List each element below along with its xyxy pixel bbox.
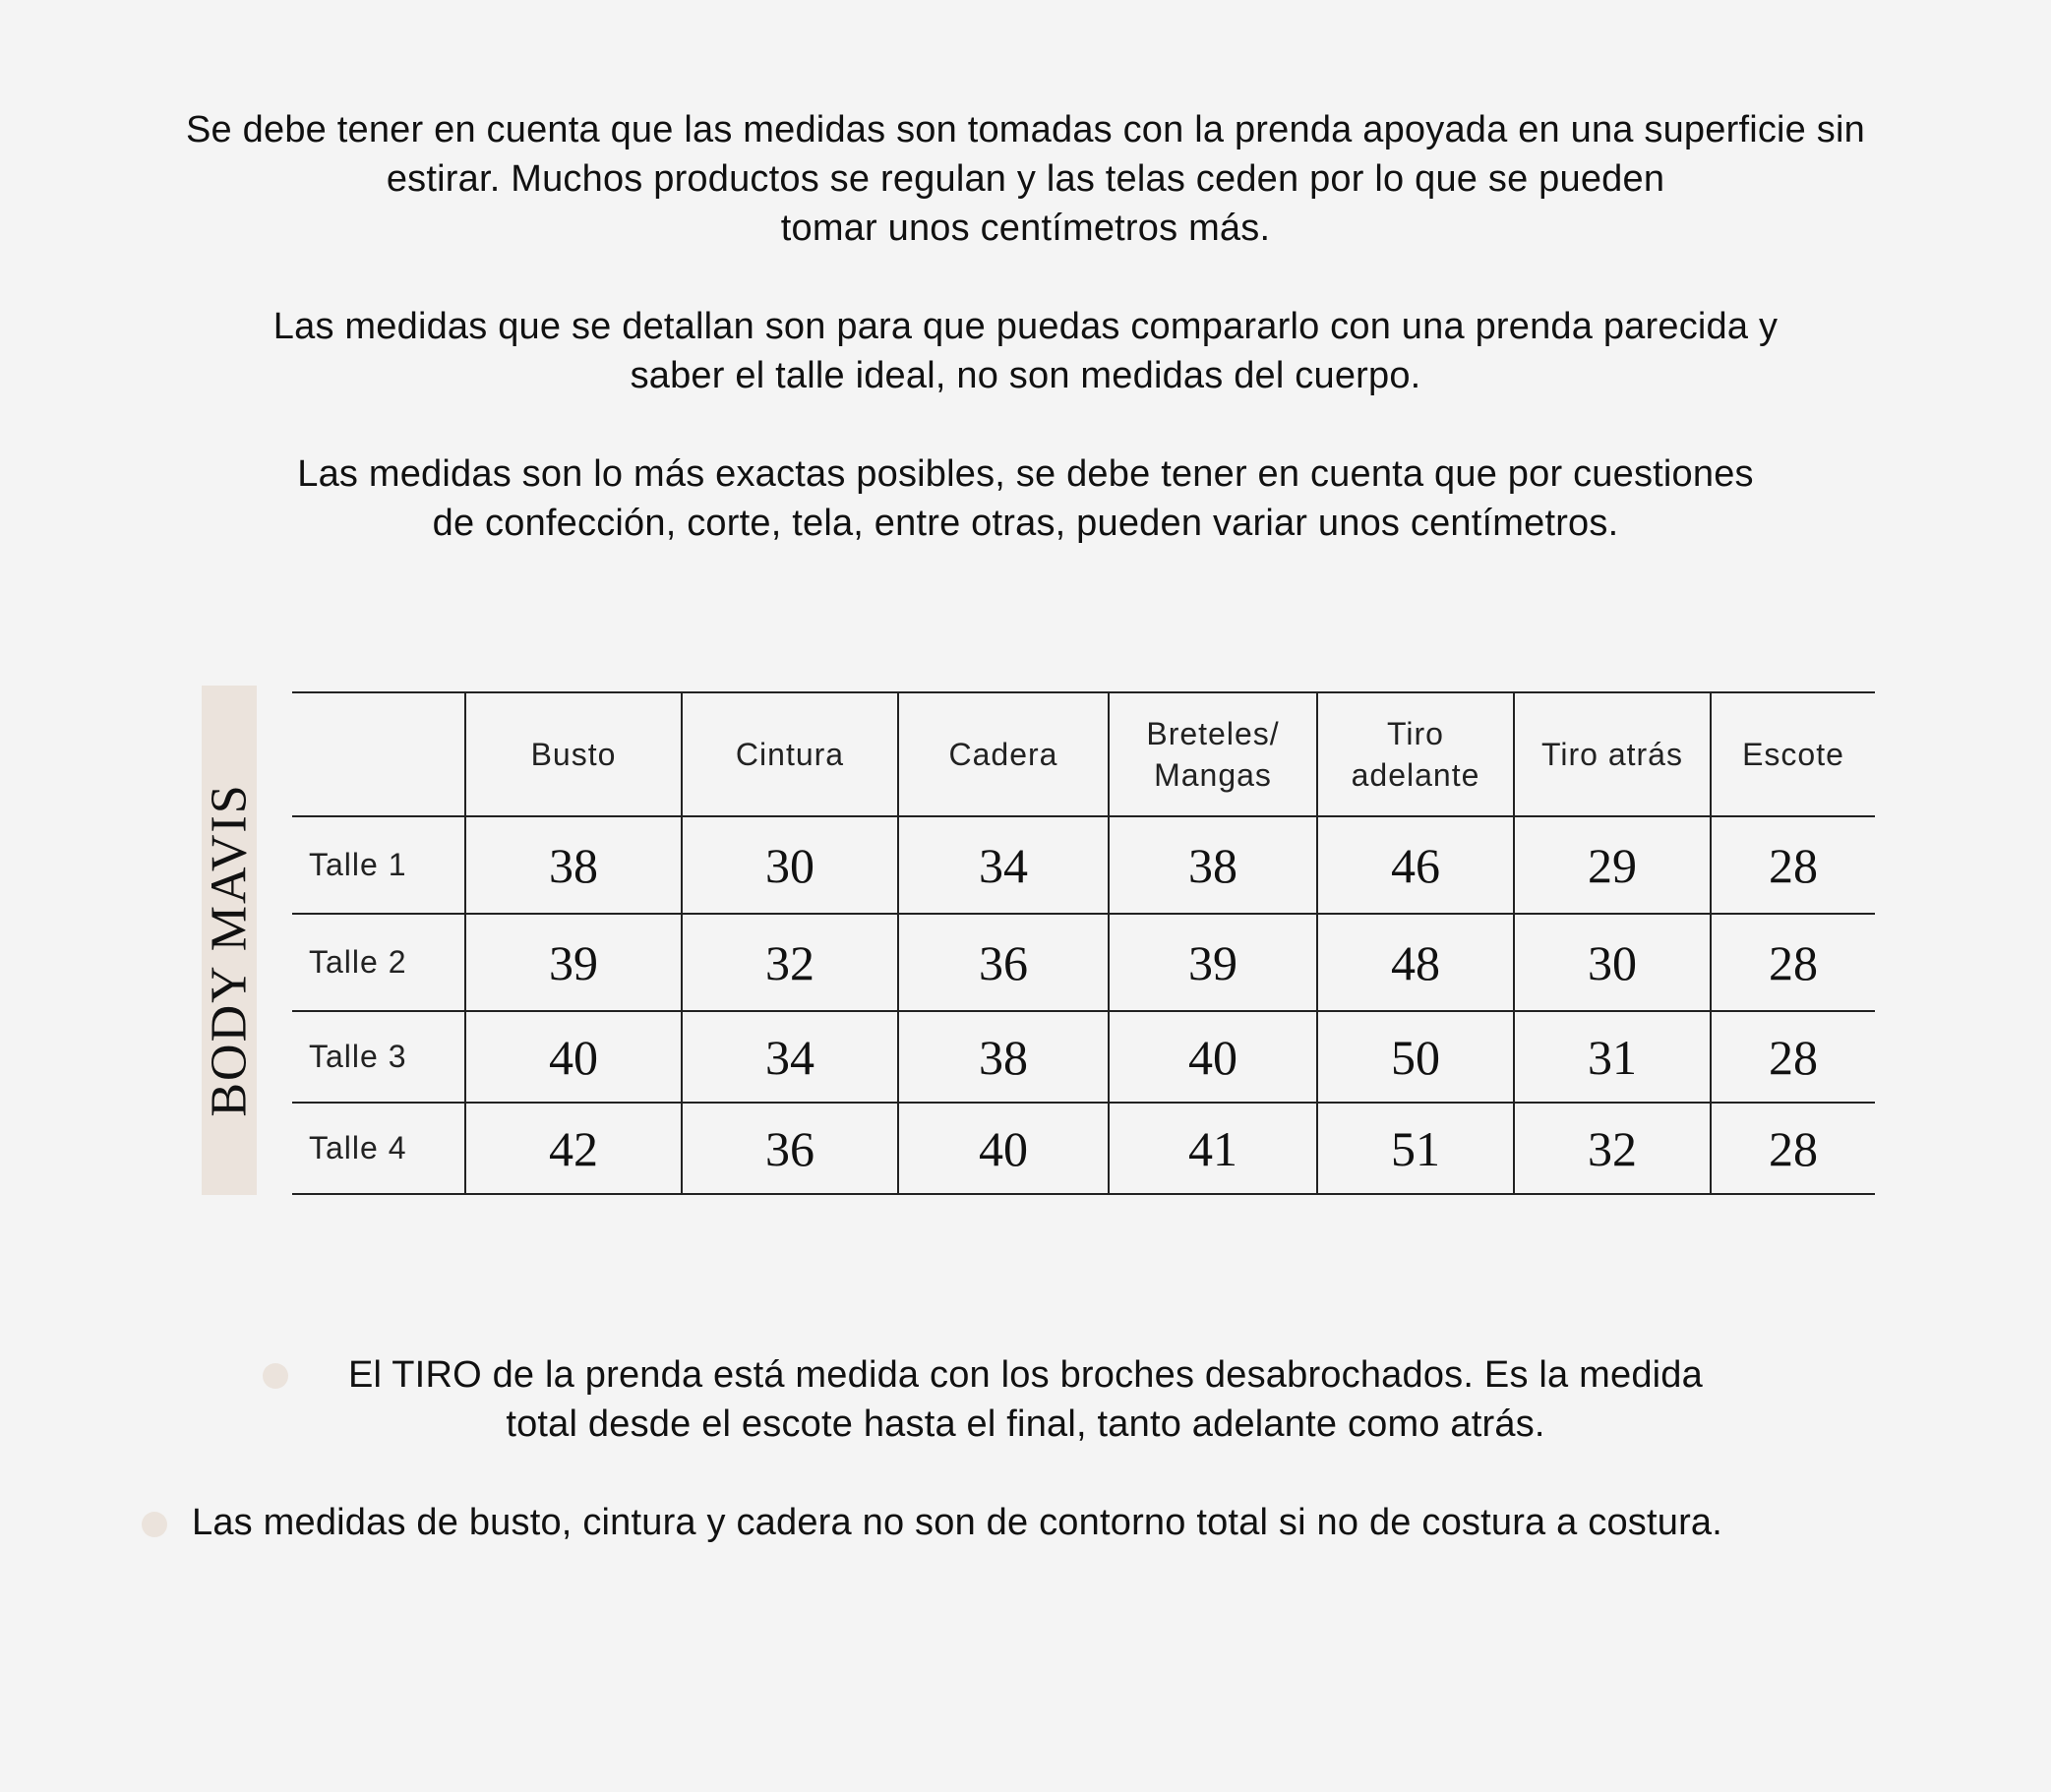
row-label-talle-1: Talle 1: [292, 816, 465, 914]
column-header-cadera: [898, 692, 1109, 816]
column-header-text: Tiro: [1387, 716, 1444, 751]
table-cell: 28: [1711, 1103, 1875, 1194]
note-tiro: [0, 1350, 2051, 1449]
header-corner-cell: [292, 692, 465, 816]
column-header-tiro-atras: [1514, 692, 1711, 816]
table-cell: 40: [898, 1103, 1109, 1194]
column-header-text: Busto: [530, 737, 617, 772]
column-header-escote: [1711, 692, 1875, 816]
table-cell: 40: [1109, 1011, 1317, 1103]
row-label-talle-3: Talle 3: [292, 1011, 465, 1103]
table-cell: 51: [1317, 1103, 1514, 1194]
table-cell: 38: [898, 1011, 1109, 1103]
table-cell: 36: [682, 1103, 898, 1194]
table-cell: 40: [465, 1011, 682, 1103]
note-contorno: [192, 1498, 1722, 1547]
table-cell: 50: [1317, 1011, 1514, 1103]
column-header-text: adelante: [1351, 757, 1480, 793]
table-cell: 28: [1711, 914, 1875, 1011]
bullet-dot-icon: [142, 1512, 167, 1537]
table-cell: 30: [1514, 914, 1711, 1011]
note-line: El TIRO de la prenda está medida con los broches desabrochados. Es la medida: [348, 1354, 1703, 1396]
table-cell: 48: [1317, 914, 1514, 1011]
table-cell: 39: [465, 914, 682, 1011]
intro-line: saber el talle ideal, no son medidas del cuerpo.: [630, 355, 1421, 396]
table-cell: 31: [1514, 1011, 1711, 1103]
table-cell: 36: [898, 914, 1109, 1011]
table-cell: 38: [465, 816, 682, 914]
table-cell: 41: [1109, 1103, 1317, 1194]
intro-line: Las medidas que se detallan son para que puedas compararlo con una prenda parecida y: [272, 306, 1779, 347]
intro-line: Se debe tener en cuenta que las medidas son tomadas con la prenda apoyada en una superficie sin: [186, 109, 1865, 150]
column-header-cintura: [682, 692, 898, 816]
table-cell: 28: [1711, 1011, 1875, 1103]
column-header-text: Mangas: [1154, 757, 1272, 793]
column-header-text: Escote: [1742, 737, 1844, 772]
column-header-breteles-mangas: [1109, 692, 1317, 816]
table-row: [292, 1103, 1875, 1194]
table-row: [292, 914, 1875, 1011]
intro-line: Las medidas son lo más exactas posibles, se debe tener en cuenta que por cuestiones: [297, 453, 1754, 495]
note-line: total desde el escote hasta el final, tanto adelante como atrás.: [506, 1404, 1545, 1445]
intro-paragraph-measurement-method: [0, 105, 2051, 253]
product-title: BODY MAVIS: [201, 783, 258, 1117]
row-label-talle-4: Talle 4: [292, 1103, 465, 1194]
note-line: Las medidas de busto, cintura y cadera no son de contorno total si no de costura a costura.: [192, 1502, 1723, 1543]
table-row: [292, 1011, 1875, 1103]
table-row: [292, 816, 1875, 914]
table-cell: 39: [1109, 914, 1317, 1011]
table-cell: 42: [465, 1103, 682, 1194]
table-cell: 30: [682, 816, 898, 914]
row-label-talle-2: Talle 2: [292, 914, 465, 1011]
column-header-text: Tiro atrás: [1541, 737, 1683, 772]
size-table: [292, 691, 1875, 1195]
table-cell: 28: [1711, 816, 1875, 914]
table-cell: 29: [1514, 816, 1711, 914]
column-header-busto: [465, 692, 682, 816]
intro-line: tomar unos centímetros más.: [780, 208, 1271, 249]
table-cell: 32: [1514, 1103, 1711, 1194]
table-cell: 46: [1317, 816, 1514, 914]
intro-line: de confección, corte, tela, entre otras, pueden variar unos centímetros.: [432, 503, 1619, 544]
table-cell: 32: [682, 914, 898, 1011]
table-cell: 34: [898, 816, 1109, 914]
table-cell: 34: [682, 1011, 898, 1103]
size-table-header-row: [292, 692, 1875, 816]
intro-paragraph-accuracy: [0, 449, 2051, 548]
intro-paragraph-comparison: [0, 302, 2051, 400]
table-cell: 38: [1109, 816, 1317, 914]
column-header-text: Cintura: [735, 737, 845, 772]
column-header-text: Breteles/: [1146, 716, 1280, 751]
intro-line: estirar. Muchos productos se regulan y las telas ceden por lo que se pueden: [386, 158, 1665, 200]
column-header-text: Cadera: [948, 737, 1058, 772]
column-header-tiro-adelante: [1317, 692, 1514, 816]
